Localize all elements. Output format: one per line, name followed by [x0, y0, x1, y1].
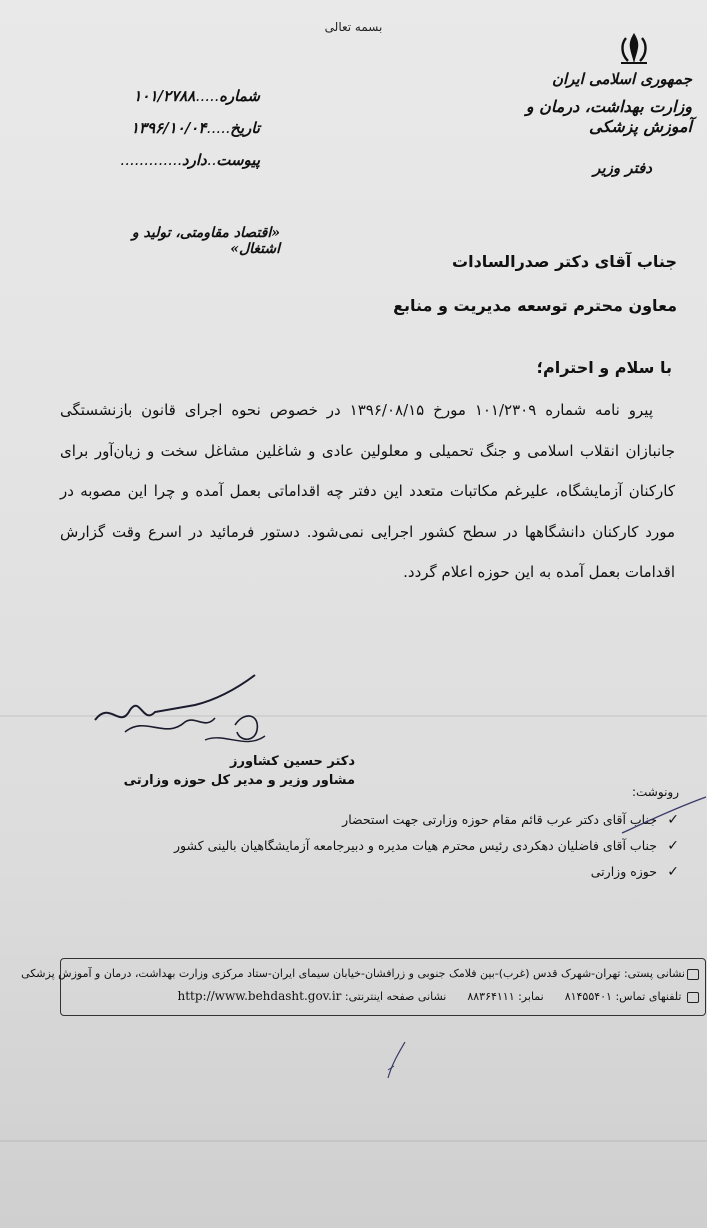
basmala: بسمه تعالی [324, 20, 383, 34]
envelope-icon [687, 969, 699, 980]
cc-item: ✓ حوزه وزارتی [29, 859, 679, 885]
pen-stroke [620, 795, 707, 835]
checkmark-icon: ✓ [667, 812, 679, 828]
phone-icon [687, 992, 699, 1003]
cc-item: ✓ جناب آقای دکتر عرب قائم مقام حوزه وزارتی جهت استحضار [29, 807, 679, 833]
pen-mark [380, 1040, 410, 1080]
letter-meta [90, 80, 260, 176]
letterhead-ministry: وزارت بهداشت، درمان و آموزش پزشکی [525, 96, 692, 136]
footer [21, 958, 706, 1016]
meta-date: تاریخ.....۱۳۹۶/۱۰/۰۴ [130, 119, 260, 137]
letterhead-office: دفتر وزیر [593, 158, 652, 177]
addressee [347, 240, 677, 328]
iran-emblem-icon [617, 30, 651, 68]
signer-title: مشاور وزیر و مدیر کل حوزه وزارتی [123, 773, 355, 788]
paper-fold [0, 1140, 707, 1142]
addressee-title: معاون محترم توسعه مدیریت و منابع [393, 296, 677, 315]
checkmark-icon: ✓ [667, 864, 679, 880]
letter-body [60, 390, 675, 593]
cc-section [29, 779, 679, 885]
body-text: پیرو نامه شماره ۱۰۱/۲۳۰۹ مورخ ۱۳۹۶/۰۸/۱۵ در خصوص نحوه اجرای قانون بازنشستگی جانبازان انقلاب اسلامی و جنگ تحمیلی و معلولین عادی و شاغلین مشاغل سخت و زیان‌آور برای کارکنان آزمایشگاه، علیرغم مکاتبات متعدد این دفتر چه اقداماتی بعمل آمده و چرا این مصوبه در مورد کارکنان دانشگاهها در سطح کشور اجرایی نمی‌شود. دستور فرمائید در اسرع وقت گزارش اقدامات بعمل آمده به این حوزه اعلام گردد. [60, 401, 675, 581]
footer-phone: تلفنهای تماس: ۸۱۴۵۵۴۰۱ [564, 990, 682, 1003]
signature-scribble [85, 670, 335, 760]
meta-number: شماره.....۱۰۱/۲۷۸۸ [133, 87, 260, 105]
cc-title: رونوشت: [631, 785, 679, 799]
meta-attachment: پیوست..دارد............. [119, 151, 260, 169]
addressee-name: جناب آقای دکتر صدرالسادات [452, 252, 677, 271]
letterhead-country: جمهوری اسلامی ایران [551, 70, 692, 88]
footer-address: نشانی پستی: تهران-شهرک قدس (غرب)-بین فلامک جنوبی و زرافشان-خیابان سیمای ایران-ستاد مرکزی وزارت بهداشت، درمان و آموزش پزشکی [69, 967, 699, 980]
footer-website-label: نشانی صفحه اینترنتی: [344, 990, 447, 1003]
footer-website: http://www.behdasht.gov.ir [177, 989, 342, 1003]
greeting: با سلام و احترام؛ [536, 358, 672, 377]
checkmark-icon: ✓ [667, 838, 679, 854]
slogan: «اقتصاد مقاومتی، تولید و اشتغال» [131, 225, 280, 257]
signer-name: دکتر حسین کشاورز [230, 754, 355, 769]
footer-contacts [69, 989, 699, 1003]
cc-item: ✓ جناب آقای فاضلیان دهکردی رئیس محترم هیات مدیره و دبیرجامعه آزمایشگاهیان بالینی کشور [29, 833, 679, 859]
letterhead [522, 70, 692, 178]
footer-fax: نمابر: ۸۸۳۶۴۱۱۱ [467, 990, 544, 1003]
